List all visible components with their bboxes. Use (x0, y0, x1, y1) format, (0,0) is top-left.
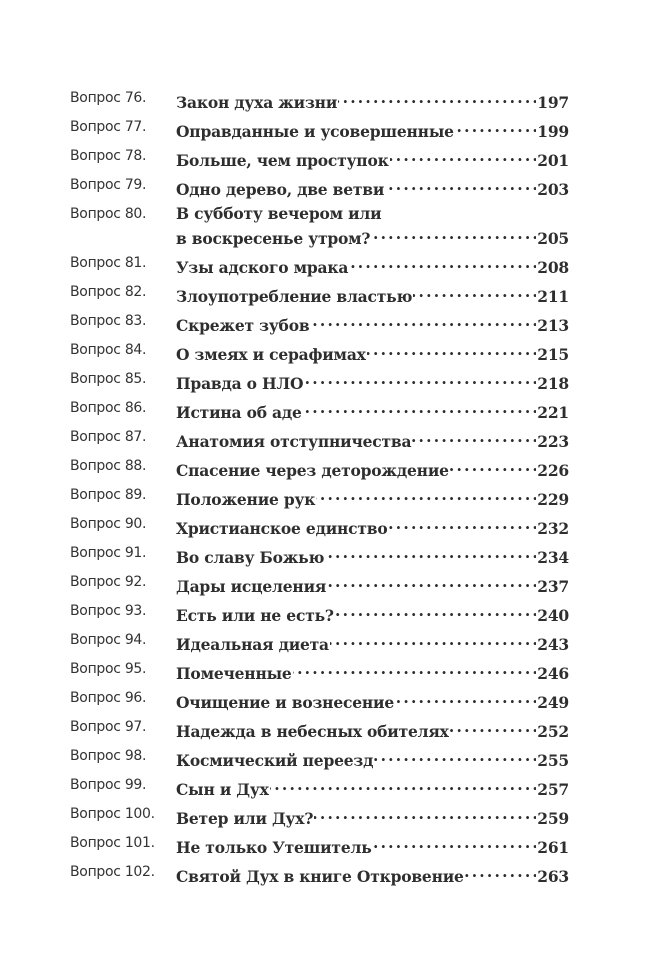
dot-leader (367, 340, 537, 360)
toc-entry (70, 369, 569, 398)
entry-title: Святой Дух в книге Откровение (176, 867, 464, 886)
entry-title: Больше, чем проступок (176, 151, 389, 170)
entry-title: Космический переезд (176, 751, 374, 770)
dot-leader (413, 282, 536, 302)
entry-title: Закон духа жизни (176, 93, 338, 112)
question-number: Вопрос 101. (70, 835, 155, 851)
toc-entry (70, 456, 569, 485)
question-number: Вопрос 96. (70, 690, 147, 706)
dot-leader (316, 485, 536, 505)
toc-entry (70, 630, 569, 659)
toc-entry (70, 659, 569, 688)
page-number: 215 (537, 345, 569, 364)
page-number: 243 (537, 635, 569, 654)
entry-title: Положение рук (176, 490, 316, 509)
question-number: Вопрос 99. (70, 777, 147, 793)
page-number: 211 (537, 287, 569, 306)
toc-entry (70, 717, 569, 746)
question-number: Вопрос 79. (70, 177, 147, 193)
question-number: Вопрос 80. (70, 206, 147, 222)
dot-leader (412, 427, 536, 447)
question-number: Вопрос 81. (70, 255, 147, 271)
question-number: Вопрос 84. (70, 342, 147, 358)
toc-entry (70, 572, 569, 601)
question-number: Вопрос 89. (70, 487, 147, 503)
page-number: 208 (537, 258, 569, 277)
question-number: Вопрос 77. (70, 119, 147, 135)
dot-leader (310, 311, 536, 331)
dot-leader (390, 146, 537, 166)
toc-entry (70, 485, 569, 514)
entry-title: О змеях и серафимах (176, 345, 366, 364)
toc-entry (70, 253, 569, 282)
dot-leader (450, 717, 537, 737)
page-number: 213 (537, 316, 569, 335)
dot-leader (373, 833, 537, 853)
entry-title: Ветер или Дух? (176, 809, 314, 828)
dot-leader (389, 514, 537, 534)
page-number: 232 (537, 519, 569, 538)
entry-title: Истина об аде (176, 403, 302, 422)
dot-leader (465, 862, 537, 882)
entry-title: Идеальная диета (176, 635, 329, 654)
question-number: Вопрос 100. (70, 806, 155, 822)
question-number: Вопрос 92. (70, 574, 147, 590)
toc-entry (70, 688, 569, 717)
entry-title-line1: В субботу вечером или (176, 204, 382, 223)
question-number: Вопрос 102. (70, 864, 155, 880)
entry-title: Спасение через деторождение (176, 461, 449, 480)
page-number: 249 (537, 693, 569, 712)
toc-entry (70, 746, 569, 775)
page-number: 240 (537, 606, 569, 625)
dot-leader (349, 253, 536, 273)
dot-leader (303, 398, 537, 418)
question-number: Вопрос 78. (70, 148, 147, 164)
page-number: 199 (537, 122, 569, 141)
question-number: Вопрос 95. (70, 661, 147, 677)
entry-title: Есть или не есть? (176, 606, 334, 625)
page-number: 234 (537, 548, 569, 567)
toc-entry (70, 117, 569, 146)
dot-leader (327, 572, 536, 592)
question-number: Вопрос 94. (70, 632, 147, 648)
entry-title: Анатомия отступничества (176, 432, 412, 451)
page-number: 223 (537, 432, 569, 451)
page-number: 252 (537, 722, 569, 741)
table-of-contents (70, 88, 569, 891)
toc-entry (70, 282, 569, 311)
page-number: 229 (537, 490, 569, 509)
page-number: 261 (537, 838, 569, 857)
question-number: Вопрос 82. (70, 284, 147, 300)
entry-title: Оправданные и усовершенные (176, 122, 454, 141)
question-number: Вопрос 88. (70, 458, 147, 474)
toc-entry (70, 398, 569, 427)
page-number: 237 (537, 577, 569, 596)
entry-title: Скрежет зубов (176, 316, 310, 335)
page-number: 203 (537, 180, 569, 199)
dot-leader (314, 804, 536, 824)
page-number: 263 (537, 867, 569, 886)
entry-title: Узы адского мрака (176, 258, 349, 277)
entry-title: Не только Утешитель (176, 838, 372, 857)
dot-leader (325, 543, 536, 563)
toc-entry (70, 146, 569, 175)
question-number: Вопрос 76. (70, 90, 147, 106)
toc-entry (70, 543, 569, 572)
dot-leader (450, 456, 536, 476)
dot-leader (385, 175, 536, 195)
entry-title: Злоупотребление властью (176, 287, 413, 306)
dot-leader (374, 746, 536, 766)
page-number: 205 (537, 229, 569, 248)
entry-title: Помеченные (176, 664, 292, 683)
entry-title: Правда о НЛО (176, 374, 304, 393)
page-number: 259 (537, 809, 569, 828)
toc-entry (70, 204, 569, 253)
entry-title: Одно дерево, две ветви (176, 180, 385, 199)
entry-title: в воскресенье утром? (176, 229, 371, 248)
toc-entry (70, 514, 569, 543)
toc-entry (70, 175, 569, 204)
dot-leader (293, 659, 537, 679)
entry-title: Христианское единство (176, 519, 388, 538)
toc-entry (70, 427, 569, 456)
toc-entry (70, 804, 569, 833)
page-number: 201 (537, 151, 569, 170)
toc-entry (70, 311, 569, 340)
page-number: 246 (537, 664, 569, 683)
entry-title: Во славу Божью (176, 548, 325, 567)
page-number: 226 (537, 461, 569, 480)
question-number: Вопрос 93. (70, 603, 147, 619)
question-number: Вопрос 97. (70, 719, 147, 735)
dot-leader (455, 117, 536, 137)
dot-leader (335, 601, 536, 621)
toc-entry (70, 601, 569, 630)
page-number: 197 (537, 93, 569, 112)
question-number: Вопрос 85. (70, 371, 147, 387)
question-number: Вопрос 83. (70, 313, 147, 329)
entry-title: Дары исцеления (176, 577, 327, 596)
toc-entry (70, 88, 569, 117)
question-number: Вопрос 90. (70, 516, 147, 532)
page-number: 218 (537, 374, 569, 393)
dot-leader (304, 369, 536, 389)
page-number: 255 (537, 751, 569, 770)
page-number: 257 (537, 780, 569, 799)
dot-leader (330, 630, 536, 650)
toc-entry (70, 340, 569, 369)
question-number: Вопрос 86. (70, 400, 147, 416)
dot-leader (395, 688, 536, 708)
dot-leader (338, 88, 536, 108)
question-number: Вопрос 87. (70, 429, 147, 445)
entry-title: Сын и Дух (176, 780, 269, 799)
dot-leader (270, 775, 537, 795)
toc-entry (70, 775, 569, 804)
question-number: Вопрос 91. (70, 545, 147, 561)
entry-title: Надежда в небесных обителях (176, 722, 449, 741)
toc-entry (70, 833, 569, 862)
entry-title: Очищение и вознесение (176, 693, 394, 712)
question-number: Вопрос 98. (70, 748, 147, 764)
dot-leader (371, 224, 536, 244)
page-number: 221 (537, 403, 569, 422)
toc-entry (70, 862, 569, 891)
